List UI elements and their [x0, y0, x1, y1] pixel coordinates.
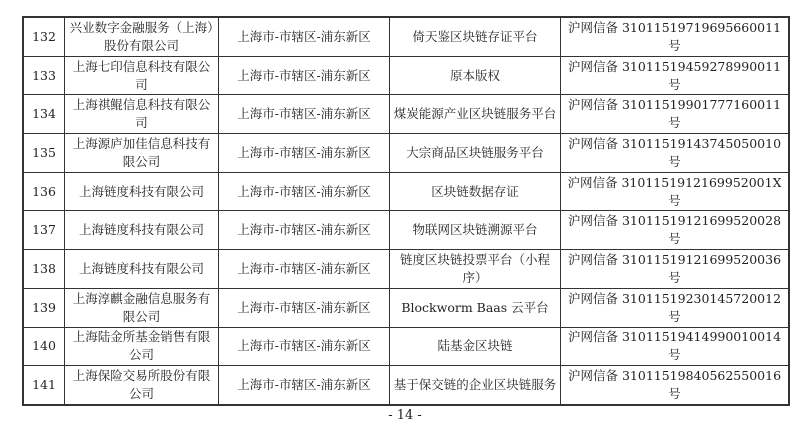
table-row: [23, 288, 789, 327]
company-name-cell: 上海陆金所基金销售有限公司: [65, 327, 219, 366]
registration-number-cell: 沪网信备 31011519719695660011 号: [561, 17, 790, 56]
table-row: [23, 17, 789, 56]
table-row: [23, 250, 789, 289]
region-cell: 上海市-市辖区-浦东新区: [219, 250, 390, 289]
service-name-cell: Blockworm Baas 云平台: [390, 288, 561, 327]
row-number-cell: 136: [23, 172, 65, 211]
row-number-cell: 141: [23, 366, 65, 405]
company-name-cell: 兴业数字金融服务（上海）股份有限公司: [65, 17, 219, 56]
registration-number-cell: 沪网信备 31011519143745050010 号: [561, 134, 790, 173]
registration-number-cell: 沪网信备 3101151912169952001X 号: [561, 172, 790, 211]
company-name-cell: 上海保险交易所股份有限公司: [65, 366, 219, 405]
registration-number-cell: 沪网信备 31011519414990010014 号: [561, 327, 790, 366]
company-name-cell: 上海链度科技有限公司: [65, 211, 219, 250]
table-row: [23, 327, 789, 366]
service-name-cell: 原本版权: [390, 56, 561, 95]
registration-number-cell: 沪网信备 31011519901777160011 号: [561, 95, 790, 134]
service-name-cell: 煤炭能源产业区块链服务平台: [390, 95, 561, 134]
company-name-cell: 上海祺鲲信息科技有限公司: [65, 95, 219, 134]
registration-number-cell: 沪网信备 31011519230145720012 号: [561, 288, 790, 327]
company-name-cell: 上海链度科技有限公司: [65, 250, 219, 289]
service-name-cell: 大宗商品区块链服务平台: [390, 134, 561, 173]
row-number-cell: 140: [23, 327, 65, 366]
company-name-cell: 上海七印信息科技有限公司: [65, 56, 219, 95]
row-number-cell: 137: [23, 211, 65, 250]
region-cell: 上海市-市辖区-浦东新区: [219, 17, 390, 56]
row-number-cell: 132: [23, 17, 65, 56]
registration-number-cell: 沪网信备 31011519121699520036 号: [561, 250, 790, 289]
row-number-cell: 134: [23, 95, 65, 134]
table-row: [23, 211, 789, 250]
registration-table: [22, 16, 790, 406]
region-cell: 上海市-市辖区-浦东新区: [219, 172, 390, 211]
row-number-cell: 133: [23, 56, 65, 95]
region-cell: 上海市-市辖区-浦东新区: [219, 134, 390, 173]
region-cell: 上海市-市辖区-浦东新区: [219, 327, 390, 366]
region-cell: 上海市-市辖区-浦东新区: [219, 95, 390, 134]
service-name-cell: 陆基金区块链: [390, 327, 561, 366]
service-name-cell: 链度区块链投票平台（小程序）: [390, 250, 561, 289]
row-number-cell: 138: [23, 250, 65, 289]
row-number-cell: 135: [23, 134, 65, 173]
service-name-cell: 基于保交链的企业区块链服务: [390, 366, 561, 405]
service-name-cell: 区块链数据存证: [390, 172, 561, 211]
table-row: [23, 366, 789, 405]
company-name-cell: 上海源庐加佳信息科技有限公司: [65, 134, 219, 173]
page-number: - 14 -: [388, 408, 422, 423]
registration-number-cell: 沪网信备 31011519459278990011 号: [561, 56, 790, 95]
region-cell: 上海市-市辖区-浦东新区: [219, 288, 390, 327]
region-cell: 上海市-市辖区-浦东新区: [219, 56, 390, 95]
region-cell: 上海市-市辖区-浦东新区: [219, 211, 390, 250]
table-row: [23, 95, 789, 134]
table-row: [23, 172, 789, 211]
table-row: [23, 56, 789, 95]
service-name-cell: 物联网区块链溯源平台: [390, 211, 561, 250]
service-name-cell: 倚天鉴区块链存证平台: [390, 17, 561, 56]
registration-number-cell: 沪网信备 31011519840562550016 号: [561, 366, 790, 405]
company-name-cell: 上海淳麒金融信息服务有限公司: [65, 288, 219, 327]
row-number-cell: 139: [23, 288, 65, 327]
region-cell: 上海市-市辖区-浦东新区: [219, 366, 390, 405]
registration-number-cell: 沪网信备 31011519121699520028 号: [561, 211, 790, 250]
table-row: [23, 134, 789, 173]
company-name-cell: 上海链度科技有限公司: [65, 172, 219, 211]
